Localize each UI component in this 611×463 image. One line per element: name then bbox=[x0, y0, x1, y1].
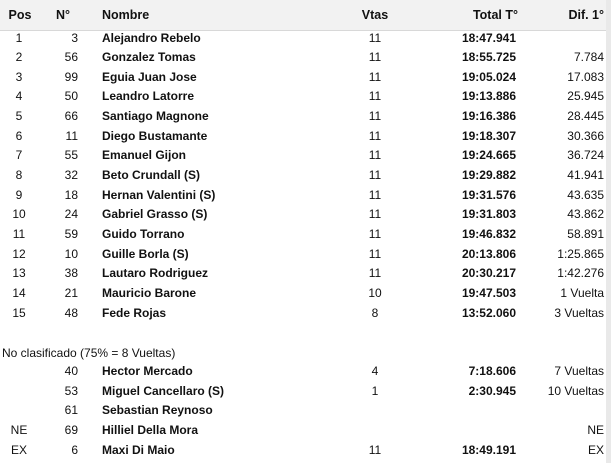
header-laps: Vtas bbox=[361, 8, 389, 22]
page-edge bbox=[606, 0, 611, 463]
row-car-number: 50 bbox=[64, 89, 78, 104]
row-gap: 1:42.276 bbox=[557, 266, 604, 281]
row-position: 11 bbox=[12, 227, 26, 241]
row-total-time: 7:18.606 bbox=[468, 364, 516, 378]
row-total-time: 19:24.665 bbox=[461, 148, 516, 163]
row-position: 12 bbox=[12, 246, 26, 261]
row-laps: 11 bbox=[368, 246, 382, 261]
row-total-time: 19:13.886 bbox=[461, 89, 516, 104]
table-row bbox=[0, 127, 611, 147]
row-car-number: 99 bbox=[64, 69, 78, 84]
row-gap: 10 Vueltas bbox=[547, 383, 604, 398]
table-row bbox=[0, 166, 611, 186]
row-gap: 36.724 bbox=[567, 148, 604, 163]
table-row bbox=[0, 421, 611, 441]
results-header bbox=[0, 0, 611, 31]
row-driver-name: Lautaro Rodriguez bbox=[102, 266, 209, 281]
row-driver-name: Emanuel Gijon bbox=[102, 148, 187, 163]
row-total-time: 19:31.803 bbox=[461, 207, 516, 222]
row-position: 2 bbox=[15, 50, 23, 65]
row-car-number: 61 bbox=[64, 403, 78, 418]
row-car-number: 48 bbox=[64, 305, 78, 320]
table-row bbox=[0, 48, 611, 68]
row-driver-name: Miguel Cancellaro (S) bbox=[102, 383, 225, 398]
row-gap: 30.366 bbox=[567, 128, 604, 143]
table-row bbox=[0, 205, 611, 225]
table-row bbox=[0, 304, 611, 324]
row-laps: 8 bbox=[371, 305, 379, 320]
row-gap: 17.083 bbox=[567, 69, 604, 84]
row-car-number: 21 bbox=[64, 285, 78, 300]
row-gap: 25.945 bbox=[567, 89, 604, 104]
table-row bbox=[0, 186, 611, 206]
row-laps: 11 bbox=[368, 109, 382, 124]
table-row bbox=[0, 245, 611, 265]
row-driver-name: Guido Torrano bbox=[102, 227, 185, 241]
row-driver-name: Sebastian Reynoso bbox=[102, 403, 213, 418]
row-gap: 28.445 bbox=[567, 109, 604, 124]
table-row bbox=[0, 29, 611, 49]
row-gap: 7.784 bbox=[573, 50, 604, 65]
row-car-number: 59 bbox=[64, 227, 78, 241]
row-driver-name: Fede Rojas bbox=[102, 305, 167, 320]
row-position: 4 bbox=[15, 89, 23, 104]
header-name: Nombre bbox=[102, 8, 150, 22]
row-car-number: 66 bbox=[64, 109, 78, 124]
row-gap: 7 Vueltas bbox=[554, 364, 604, 378]
row-driver-name: Diego Bustamante bbox=[102, 128, 208, 143]
row-car-number: 24 bbox=[64, 207, 78, 222]
header-number: N° bbox=[56, 8, 71, 22]
row-position: 1 bbox=[15, 30, 23, 45]
row-laps: 11 bbox=[368, 168, 382, 183]
row-driver-name: Maxi Di Maio bbox=[102, 442, 175, 457]
row-driver-name: Alejandro Rebelo bbox=[102, 30, 201, 45]
row-laps: 11 bbox=[368, 266, 382, 281]
row-car-number: 55 bbox=[64, 148, 78, 163]
row-total-time: 20:30.217 bbox=[461, 266, 516, 281]
not-classified-note: No clasificado (75% = 8 Vueltas) bbox=[2, 346, 176, 360]
row-position: 9 bbox=[15, 187, 23, 202]
table-row bbox=[0, 87, 611, 107]
row-car-number: 53 bbox=[64, 383, 78, 398]
row-car-number: 32 bbox=[64, 168, 78, 183]
row-total-time: 18:49.191 bbox=[461, 442, 516, 457]
row-position: 15 bbox=[12, 305, 26, 320]
row-position: 8 bbox=[15, 168, 23, 183]
row-gap: 3 Vueltas bbox=[554, 305, 604, 320]
row-laps: 11 bbox=[368, 89, 382, 104]
row-car-number: 69 bbox=[64, 422, 78, 437]
row-position: 10 bbox=[12, 207, 26, 222]
row-car-number: 11 bbox=[65, 128, 78, 143]
row-driver-name: Leandro Latorre bbox=[102, 89, 195, 104]
row-total-time: 13:52.060 bbox=[461, 305, 516, 320]
table-row bbox=[0, 264, 611, 284]
row-laps: 10 bbox=[368, 285, 382, 300]
row-gap: NE bbox=[587, 422, 604, 437]
table-row bbox=[0, 146, 611, 166]
table-row bbox=[0, 107, 611, 127]
row-position: 6 bbox=[15, 128, 23, 143]
row-gap: 1 Vuelta bbox=[560, 285, 604, 300]
row-total-time: 19:29.882 bbox=[461, 168, 516, 183]
row-gap: 1:25.865 bbox=[557, 246, 604, 261]
row-car-number: 18 bbox=[64, 187, 78, 202]
row-car-number: 38 bbox=[64, 266, 78, 281]
row-total-time: 19:16.386 bbox=[461, 109, 516, 124]
row-laps: 11 bbox=[368, 128, 382, 143]
row-total-time: 19:18.307 bbox=[461, 128, 516, 143]
table-row bbox=[0, 225, 611, 245]
row-car-number: 3 bbox=[71, 30, 78, 45]
row-gap: 43.862 bbox=[567, 207, 604, 222]
row-driver-name: Hernan Valentini (S) bbox=[102, 187, 216, 202]
row-gap: 58.891 bbox=[567, 227, 604, 241]
table-row bbox=[0, 441, 611, 461]
row-total-time: 2:30.945 bbox=[468, 383, 516, 398]
row-laps: 11 bbox=[368, 30, 382, 45]
row-laps: 11 bbox=[368, 187, 382, 202]
row-car-number: 40 bbox=[64, 364, 78, 378]
header-total-time: Total T° bbox=[472, 8, 518, 22]
row-car-number: 10 bbox=[64, 246, 78, 261]
row-total-time: 19:31.576 bbox=[461, 187, 516, 202]
table-row bbox=[0, 382, 611, 402]
row-laps: 4 bbox=[371, 364, 379, 378]
row-laps: 11 bbox=[368, 442, 382, 457]
row-position: 3 bbox=[15, 69, 23, 84]
row-laps: 1 bbox=[371, 383, 379, 398]
row-laps: 11 bbox=[368, 69, 382, 84]
row-laps: 11 bbox=[368, 227, 382, 241]
row-driver-name: Santiago Magnone bbox=[102, 109, 209, 124]
table-row bbox=[0, 68, 611, 88]
row-gap: 43.635 bbox=[567, 187, 604, 202]
row-driver-name: Hilliel Della Mora bbox=[102, 422, 199, 437]
row-driver-name: Beto Crundall (S) bbox=[102, 168, 200, 183]
row-laps: 11 bbox=[368, 148, 382, 163]
row-position: EX bbox=[10, 442, 27, 457]
row-driver-name: Eguia Juan Jose bbox=[102, 69, 197, 84]
row-car-number: 56 bbox=[64, 50, 78, 65]
row-total-time: 19:46.832 bbox=[461, 227, 516, 241]
row-position: 13 bbox=[12, 266, 26, 281]
table-row bbox=[0, 401, 611, 421]
row-gap: EX bbox=[587, 442, 604, 457]
row-laps: 11 bbox=[368, 207, 382, 222]
row-total-time: 18:55.725 bbox=[461, 50, 516, 65]
row-driver-name: Mauricio Barone bbox=[102, 285, 197, 300]
row-gap: 41.941 bbox=[567, 168, 604, 183]
table-row bbox=[0, 284, 611, 304]
row-car-number: 6 bbox=[71, 442, 78, 457]
row-position: NE bbox=[10, 422, 28, 437]
row-position: 14 bbox=[12, 285, 26, 300]
header-pos: Pos bbox=[8, 8, 32, 22]
row-total-time: 20:13.806 bbox=[461, 246, 516, 261]
row-driver-name: Gabriel Grasso (S) bbox=[102, 207, 208, 222]
row-total-time: 19:05.024 bbox=[461, 69, 516, 84]
row-laps: 11 bbox=[368, 50, 382, 65]
row-position: 7 bbox=[15, 148, 23, 163]
row-total-time: 18:47.941 bbox=[461, 30, 516, 45]
row-driver-name: Gonzalez Tomas bbox=[102, 50, 196, 65]
table-row bbox=[0, 362, 611, 382]
row-driver-name: Guille Borla (S) bbox=[102, 246, 189, 261]
header-gap: Dif. 1° bbox=[568, 8, 604, 22]
row-position: 5 bbox=[15, 109, 23, 124]
row-driver-name: Hector Mercado bbox=[102, 364, 193, 378]
row-total-time: 19:47.503 bbox=[461, 285, 516, 300]
